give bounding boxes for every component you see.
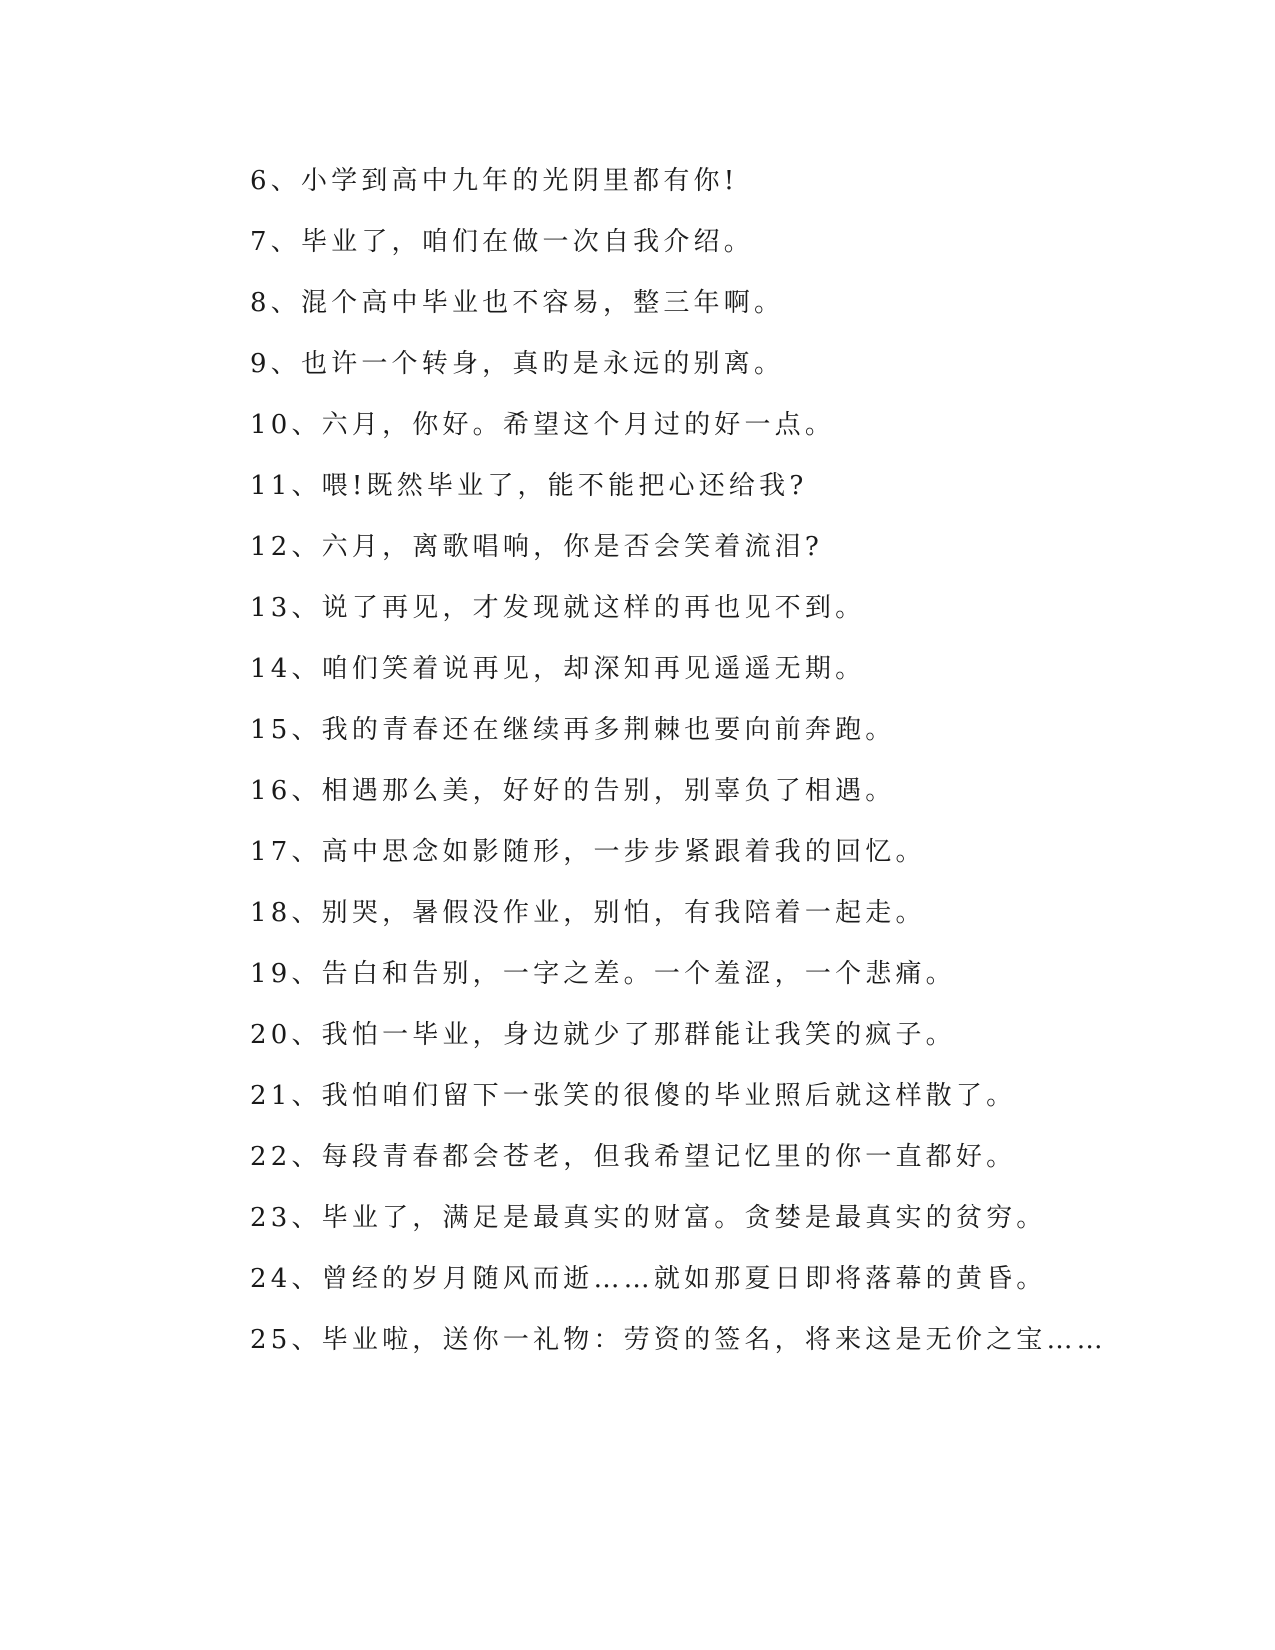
quote-line-24: 24、曾经的岁月随风而逝……就如那夏日即将落幕的黄昏。: [250, 1264, 1047, 1294]
quote-line-7: 7、毕业了，咱们在做一次自我介绍。: [250, 227, 754, 257]
quote-line-16: 16、相遇那么美，好好的告别，别辜负了相遇。: [250, 776, 896, 806]
quote-line-10: 10、六月，你好。希望这个月过的好一点。: [250, 410, 836, 440]
quote-line-11: 11、喂!既然毕业了，能不能把心还给我?: [250, 471, 808, 501]
quote-line-12: 12、六月，离歌唱响，你是否会笑着流泪?: [250, 532, 824, 562]
quote-line-8: 8、混个高中毕业也不容易，整三年啊。: [250, 288, 785, 318]
quote-line-25: 25、毕业啦，送你一礼物：劳资的签名，将来这是无价之宝……: [250, 1325, 1107, 1355]
quote-line-13: 13、说了再见，才发现就这样的再也见不到。: [250, 593, 866, 623]
quote-line-19: 19、告白和告别，一字之差。一个羞涩，一个悲痛。: [250, 959, 956, 989]
quote-line-22: 22、每段青春都会苍老，但我希望记忆里的你一直都好。: [250, 1142, 1017, 1172]
quote-line-14: 14、咱们笑着说再见，却深知再见遥遥无期。: [250, 654, 866, 684]
quote-line-21: 21、我怕咱们留下一张笑的很傻的毕业照后就这样散了。: [250, 1081, 1017, 1111]
quote-line-6: 6、小学到高中九年的光阴里都有你!: [250, 166, 739, 196]
quote-line-20: 20、我怕一毕业，身边就少了那群能让我笑的疯子。: [250, 1020, 956, 1050]
quote-line-15: 15、我的青春还在继续再多荆棘也要向前奔跑。: [250, 715, 896, 745]
quote-line-18: 18、别哭，暑假没作业，别怕，有我陪着一起走。: [250, 898, 926, 928]
quote-line-17: 17、高中思念如影随形，一步步紧跟着我的回忆。: [250, 837, 926, 867]
quote-list: [250, 160, 1170, 1380]
quote-line-23: 23、毕业了，满足是最真实的财富。贪婪是最真实的贫穷。: [250, 1203, 1047, 1233]
quote-line-9: 9、也许一个转身，真旳是永远的别离。: [250, 349, 785, 379]
